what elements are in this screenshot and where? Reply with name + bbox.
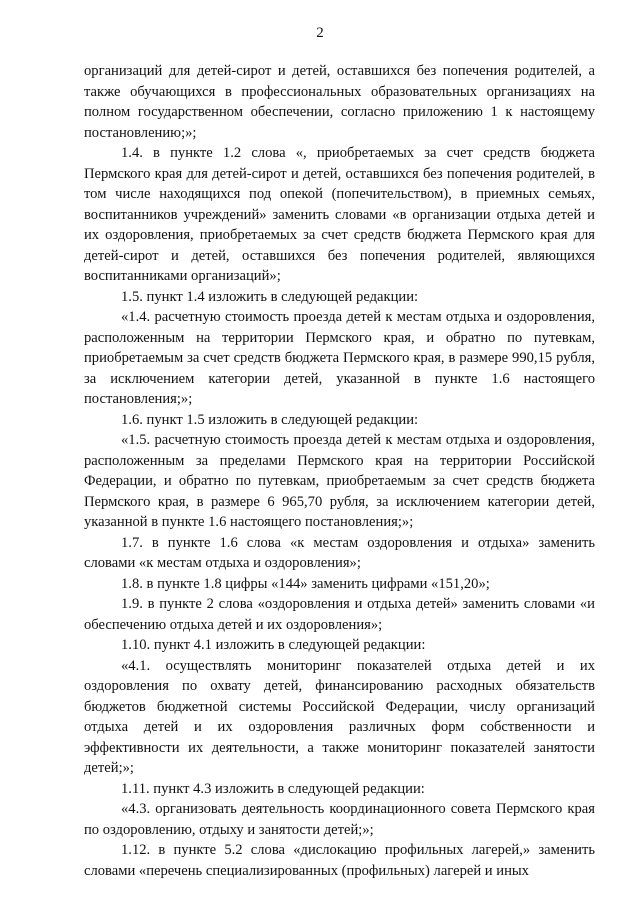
paragraph-1-11: 1.11. пункт 4.3 изложить в следующей редакции: — [121, 780, 425, 797]
paragraph-quote-4-1: «4.1. осуществлять мониторинг показателей отдыха детей и их оздоровления по охвату детей, финансированию расходных обязательств бюджетов бюджетной системы Российской Федерации, числу организаций отдыха детей и их оздоровления различных форм собственности и эффективности их деятельности, а также мониторинг показателей занятости детей;»; — [84, 657, 595, 776]
page-number: 2 — [316, 25, 324, 41]
paragraph-1-12: 1.12. в пункте 5.2 слова «дислокацию профильных лагерей,» заменить словами «перечень специализированных (профильных) лагерей и иных — [84, 842, 595, 879]
paragraph-quote-1-4: «1.4. расчетную стоимость проезда детей к местам отдыха и оздоровления, расположенным на территории Пермского края, и обратно по путевкам, приобретаемым за счет средств бюджета Пермского края, в размере 990,15 рубля, за исключением категории детей, указанной в пункте 1.6 настоящего постановления;»; — [84, 309, 595, 407]
paragraph-1-9: 1.9. в пункте 2 слова «оздоровления и отдыха детей» заменить словами «и обеспечению отдыха детей и их оздоровления»; — [84, 596, 595, 633]
paragraph-1-5: 1.5. пункт 1.4 изложить в следующей редакции: — [121, 288, 419, 305]
paragraph-1-8: 1.8. в пункте 1.8 цифры «144» заменить цифрами «151,20»; — [121, 575, 490, 592]
paragraph-continuation: организаций для детей-сирот и детей, оставшихся без попечения родителей, а также обучающихся в профессиональных образовательных организациях на полном государственном обеспечении, согласно приложению 1 к настоящему постановлению;»; — [84, 63, 595, 141]
paragraph-1-6: 1.6. пункт 1.5 изложить в следующей редакции: — [121, 411, 419, 428]
paragraph-quote-4-3: «4.3. организовать деятельность координационного совета Пермского края по оздоровлению, отдыху и занятости детей;»; — [84, 801, 595, 838]
paragraph-1-10: 1.10. пункт 4.1 изложить в следующей редакции: — [121, 637, 426, 653]
paragraph-1-7: 1.7. в пункте 1.6 слова «к местам оздоровления и отдыха» заменить словами «к местам отдыха и оздоровления»; — [84, 534, 595, 571]
paragraph-1-4: 1.4. в пункте 1.2 слова «, приобретаемых за счет средств бюджета Пермского края для детей-сирот и детей, оставшихся без попечения родителей, в том числе находящихся под опекой (попечительством), в приемных семьях, воспитанников учреждений» заменить словами «в организации отдыха детей и их оздоровления, приобретаемых за счет средств бюджета Пермского края для детей-сирот и детей, оставшихся без попечения родителей, являющихся воспитанниками организаций»; — [84, 145, 595, 284]
document-body — [84, 61, 595, 881]
paragraph-quote-1-5: «1.5. расчетную стоимость проезда детей к местам отдыха и оздоровления, расположенным за пределами Пермского края на территории Российской Федерации, и обратно по путевкам, приобретаемым за счет средств бюджета Пермского края, в размере 6 965,70 рубля, за исключением категории детей, указанной в пункте 1.6 настоящего постановления;»; — [84, 432, 595, 530]
